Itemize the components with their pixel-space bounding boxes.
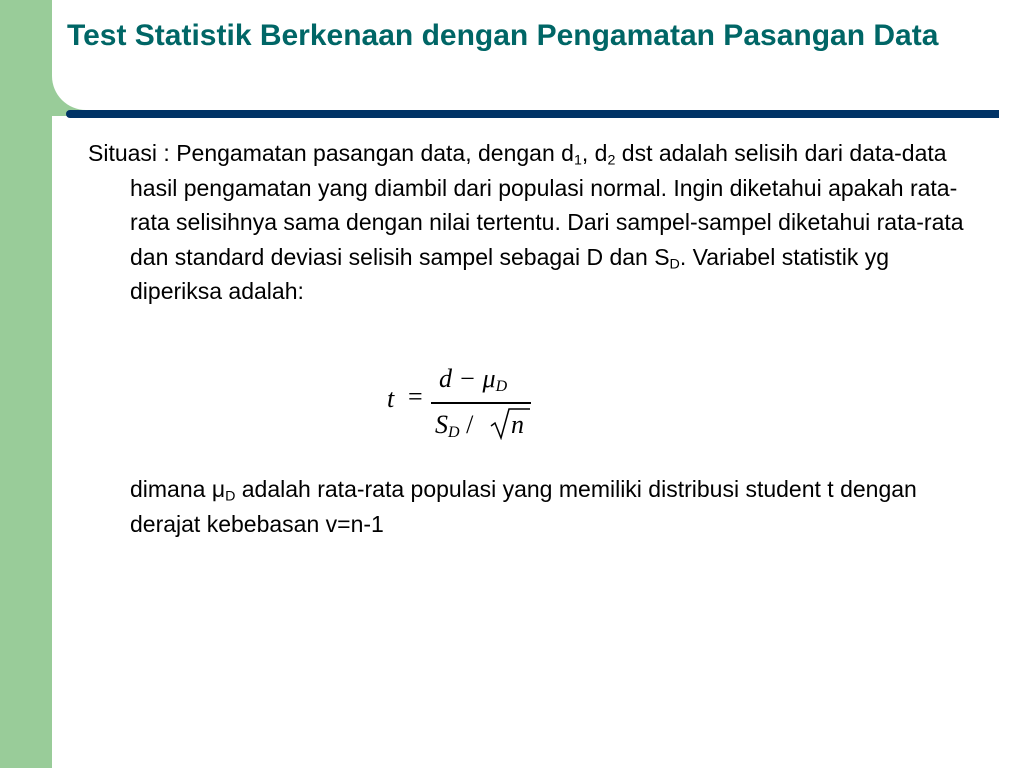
subscript: 1 [573, 152, 582, 169]
title-accent-cutout [52, 0, 316, 110]
denominator-subscript: D [448, 424, 460, 441]
slide-body [88, 136, 978, 309]
subscript: D [225, 488, 236, 505]
formula-radicand: n [511, 410, 524, 439]
numerator-subscript: D [495, 378, 508, 395]
text-run: Situasi : Pengamatan pasangan data, dengan d [88, 140, 574, 166]
subscript: 2 [607, 152, 616, 169]
formula-equals: = [408, 382, 423, 411]
sqrt-sign [490, 406, 530, 440]
explanation-paragraph [130, 472, 990, 541]
formula-numerator [439, 364, 507, 394]
text-run: dst adalah selisih dari data-data hasil pengamatan yang diambil dari populasi normal. Ingin diketahui apakah rata-rata selisihnya sama dengan nilai tertentu. Dari sampel-sampel diketahui rata-rata dan standard deviasi selisih sampel sebagai D dan S [130, 140, 964, 270]
t-statistic-formula [383, 362, 543, 448]
text-run: , d [581, 140, 608, 166]
text-run: dimana μ [130, 476, 226, 502]
title-divider [66, 110, 999, 118]
formula-denominator [435, 410, 473, 440]
denominator-slash: / [466, 410, 474, 439]
slide-title: Test Statistik Berkenaan dengan Pengamatan Pasangan Data [67, 19, 939, 52]
numerator-text: d − μ [439, 364, 496, 393]
formula-lhs: t [387, 384, 395, 413]
denominator-text: S [435, 410, 448, 439]
subscript: D [669, 256, 680, 273]
fraction-bar [431, 402, 531, 404]
situation-paragraph [88, 136, 978, 309]
text-run: adalah rata-rata populasi yang memiliki distribusi student t dengan derajat kebebasan v=n-1 [130, 476, 917, 537]
text-run: . Variabel statistik yg diperiksa adalah: [130, 243, 890, 304]
